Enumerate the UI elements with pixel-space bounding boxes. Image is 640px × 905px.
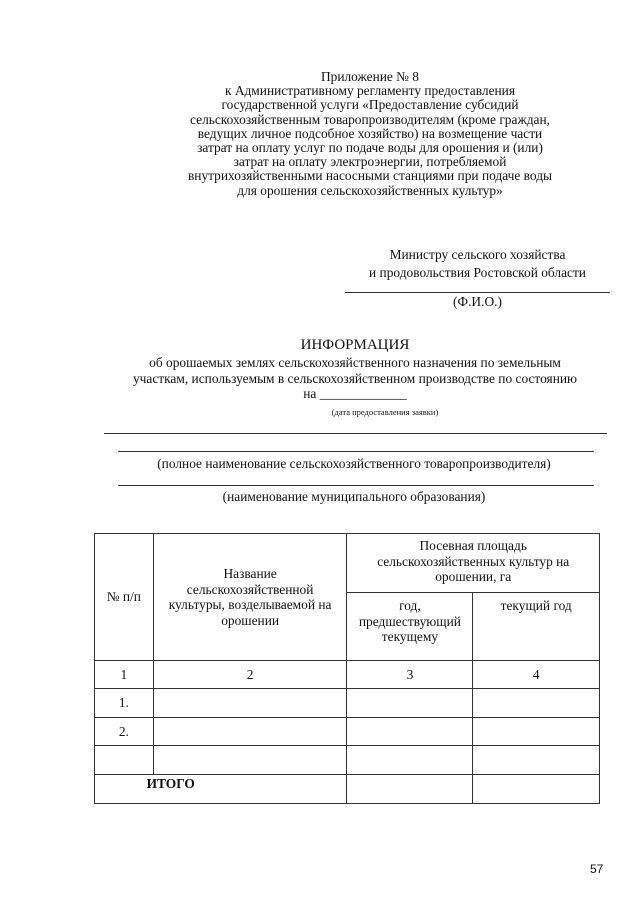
header-area: Посевная площадь сельскохозяйственных культур на орошении, га: [347, 534, 600, 593]
appendix-line: государственной услуги «Предоставление субсидий: [221, 97, 519, 113]
index-cell: 2: [153, 661, 347, 689]
total-prev-year-cell[interactable]: [347, 775, 473, 804]
appendix-line: затрат на оплату услуг по подаче воды для орошения и (или): [197, 140, 543, 156]
table-index-row: [95, 661, 600, 689]
date-caption: (дата предоставления заявки): [331, 407, 439, 417]
municipality-caption: (наименование муниципального образования): [222, 489, 486, 504]
row-number: 2.: [95, 718, 154, 746]
producer-fill-line-2[interactable]: [118, 451, 594, 452]
appendix-line: к Административному регламенту предоставления: [224, 83, 516, 99]
index-cell: 3: [347, 661, 473, 689]
header-prev-year: год, предшествующий текущему: [347, 593, 473, 661]
subtitle: [95, 355, 615, 402]
header-culture: Название сельскохозяйственной культуры, возделываемой на орошении: [153, 534, 347, 661]
subtitle-line-3: на _____________: [303, 386, 407, 401]
current-year-cell[interactable]: [473, 746, 600, 775]
subtitle-line-1: об орошаемых землях сельскохозяйственного назначения по земельным: [149, 355, 561, 370]
appendix-heading: [150, 70, 590, 198]
table-header-row: [95, 534, 600, 593]
fio-fill-line[interactable]: [345, 292, 610, 293]
table-row: [95, 746, 600, 775]
irrigated-land-table: [94, 533, 600, 804]
index-cell: 1: [95, 661, 154, 689]
page-number: 57: [590, 862, 604, 876]
appendix-line: для орошения сельскохозяйственных культур»: [237, 182, 503, 198]
row-number: 1.: [95, 689, 154, 718]
current-year-cell[interactable]: [473, 689, 600, 718]
total-label: ИТОГО: [95, 775, 347, 804]
producer-caption: (полное наименование сельскохозяйственного товаропроизводителя): [157, 456, 551, 471]
recipient-block: [345, 246, 610, 282]
total-current-year-cell[interactable]: [473, 775, 600, 804]
producer-fill-line-1[interactable]: [104, 433, 607, 434]
header-current-year: текущий год: [473, 593, 600, 661]
header-num: № п/п: [95, 534, 154, 661]
index-cell: 4: [473, 661, 600, 689]
table-total-row: [95, 775, 600, 804]
page-title: ИНФОРМАЦИЯ: [300, 337, 410, 353]
prev-year-cell[interactable]: [347, 718, 473, 746]
culture-cell[interactable]: [153, 689, 347, 718]
fio-caption: (Ф.И.О.): [453, 294, 502, 309]
row-number: [95, 746, 154, 775]
subtitle-line-2: участкам, используемым в сельскохозяйственном производстве по состоянию: [132, 370, 578, 386]
culture-cell[interactable]: [153, 718, 347, 746]
table-row: [95, 689, 600, 718]
appendix-line: сельскохозяйственным товаропроизводителям (кроме граждан,: [190, 111, 550, 127]
recipient-line-2: и продовольствия Ростовской области: [369, 265, 586, 280]
appendix-line: затрат на оплату электроэнергии, потребляемой: [233, 154, 507, 170]
appendix-line: внутрихозяйственными насосными станциями при подаче воды: [187, 168, 553, 184]
appendix-line: Приложение № 8: [320, 69, 420, 84]
culture-cell[interactable]: [153, 746, 347, 775]
table-row: [95, 718, 600, 746]
prev-year-cell[interactable]: [347, 689, 473, 718]
recipient-line-1: Министру сельского хозяйства: [389, 247, 566, 262]
prev-year-cell[interactable]: [347, 746, 473, 775]
appendix-line: ведущих личное подсобное хозяйство) на возмещение части: [197, 125, 543, 141]
current-year-cell[interactable]: [473, 718, 600, 746]
municipality-fill-line[interactable]: [118, 485, 594, 486]
